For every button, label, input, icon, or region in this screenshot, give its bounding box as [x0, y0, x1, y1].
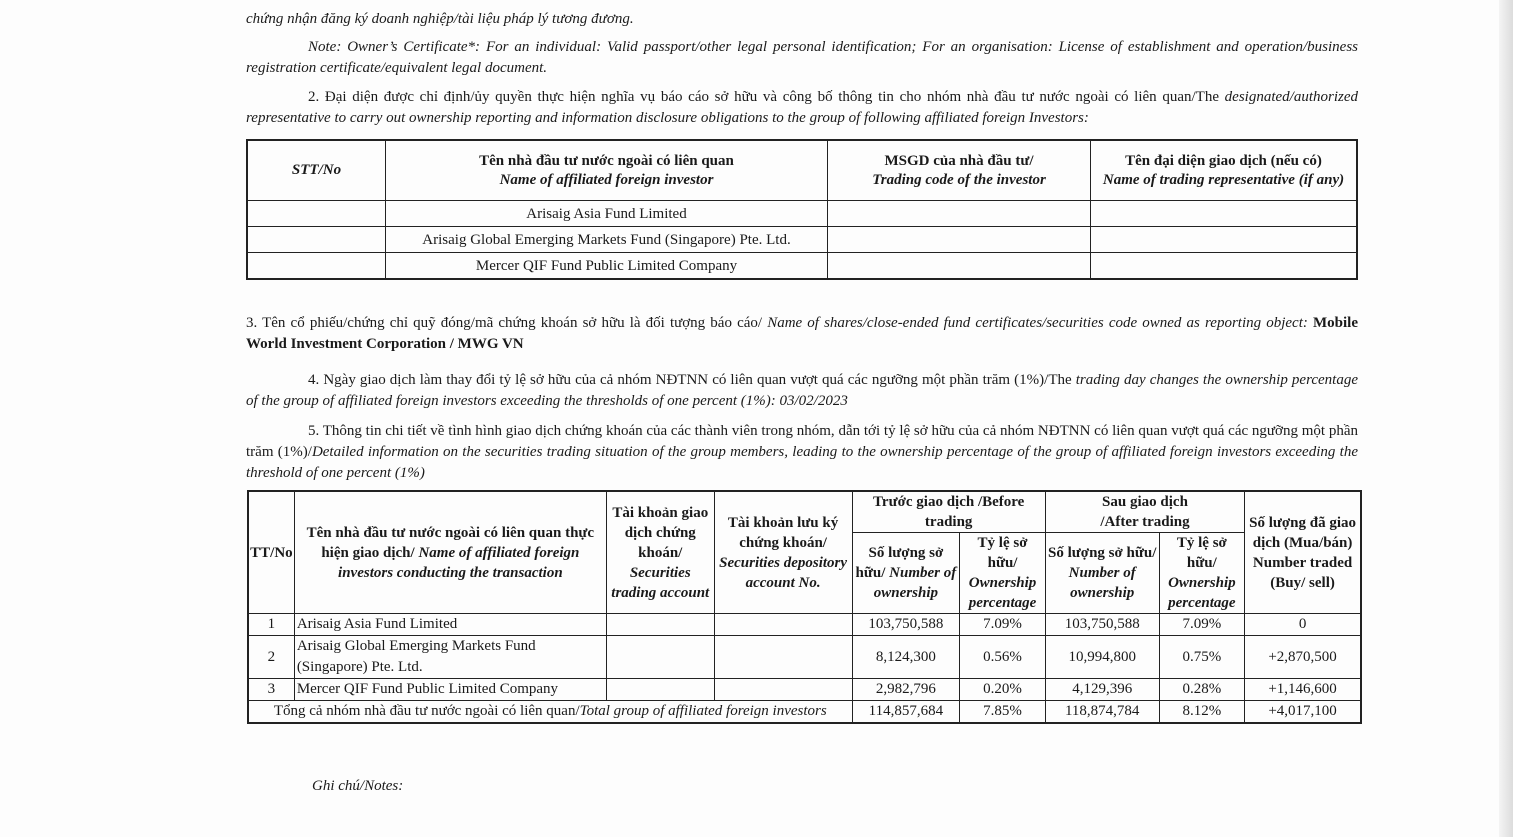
securities-name: Mobile World Investment Corporation / MWG VN: [246, 315, 1359, 352]
section-4-en: trading day changes the ownership percentage of the group of affiliated foreign investors exceeding the thresholds of one percent (1%): 03/02/2023: [246, 372, 1358, 409]
section-2-vn: 2. Đại diện được chỉ định/ủy quyền thực hiện nghĩa vụ báo cáo sở hữu và công bố thông tin cho nhóm nhà đầu tư nước ngoài có liên quan/The: [308, 89, 1219, 105]
trading-details-table: [247, 490, 1362, 724]
col-trading-code: MSGD của nhà đầu tư/ Trading code of the investor: [828, 140, 1091, 201]
col-investor-name: Tên nhà đầu tư nước ngoài có liên quan Name of affiliated foreign investor: [386, 140, 828, 201]
top-line: chứng nhận đăng ký doanh nghiệp/tài liệu pháp lý tương đương.: [246, 11, 634, 27]
col-investor-name: Tên nhà đầu tư nước ngoài có liên quan thực hiện giao dịch/ Name of affiliated foreign investors conducting the transaction: [294, 491, 606, 614]
owner-certificate-note: Note: Owner’s Certificate*: For an individual: Valid passport/other legal personal identification; For an organisation: License of establishment and operation/business registration certificate/equivalent legal document.: [246, 39, 1358, 76]
section-3-en: Name of shares/close-ended fund certificates/securities code owned as reporting object:: [767, 315, 1308, 331]
col-number-traded: Số lượng đã giao dịch (Mua/bán) Number traded (Buy/ sell): [1245, 491, 1361, 614]
table-total-row: Tổng cả nhóm nhà đầu tư nước ngoài có liên quan/Total group of affiliated foreign investors 114,857,684 7.85% 118,874,784 8.12% +4,017,100: [248, 701, 1361, 724]
section-4-vn: 4. Ngày giao dịch làm thay đổi tỷ lệ sở hữu của cả nhóm NĐTNN có liên quan vượt quá các ngưỡng một phần trăm (1%)/The: [308, 372, 1072, 388]
col-before-shares: Số lượng sở hữu/ Number of ownership: [852, 533, 960, 614]
col-representative: Tên đại diện giao dịch (nếu có) Name of trading representative (if any): [1091, 140, 1358, 201]
col-before-pct: Tỷ lệ sở hữu/ Ownership percentage: [960, 533, 1046, 614]
section-3-vn: 3. Tên cổ phiếu/chứng chỉ quỹ đóng/mã chứng khoán sở hữu là đối tượng báo cáo/: [246, 315, 763, 331]
section-2: [246, 87, 1358, 129]
table-row: 3 Mercer QIF Fund Public Limited Company 2,982,796 0.20% 4,129,396 0.28% +1,146,600: [248, 679, 1361, 701]
table-row: 2 Arisaig Global Emerging Markets Fund (Singapore) Pte. Ltd. 8,124,300 0.56% 10,994,800 0.75% +2,870,500: [248, 636, 1361, 679]
table-row: [247, 227, 1357, 253]
col-after-shares: Số lượng sở hữu/ Number of ownership: [1045, 533, 1159, 614]
total-label: Tổng cả nhóm nhà đầu tư nước ngoài có liên quan/Total group of affiliated foreign investors: [248, 701, 852, 724]
representative-table: [246, 139, 1358, 280]
col-after-trading: Sau giao dịch /After trading: [1045, 491, 1244, 533]
investor-name: Arisaig Asia Fund Limited: [386, 201, 828, 227]
table-row: 1 Arisaig Asia Fund Limited 103,750,588 7.09% 103,750,588 7.09% 0: [248, 614, 1361, 636]
col-after-pct: Tỷ lệ sở hữu/ Ownership percentage: [1159, 533, 1245, 614]
section-2-en: designated/authorized representative to carry out ownership reporting and information disclosure obligations to the group of following affiliated foreign Investors:: [246, 89, 1358, 126]
table-row: [247, 201, 1357, 227]
col-no: TT/No: [248, 491, 294, 614]
col-trading-account: Tài khoản giao dịch chứng khoán/ Securities trading account: [606, 491, 714, 614]
table-header-row: [247, 140, 1357, 201]
page-edge-shadow: [1499, 0, 1513, 837]
section-5: [246, 421, 1358, 484]
col-depository-account: Tài khoản lưu ký chứng khoán/ Securities depository account No.: [714, 491, 852, 614]
notes-label: Ghi chú/Notes:: [312, 778, 404, 794]
investor-name: Arisaig Global Emerging Markets Fund (Singapore) Pte. Ltd.: [386, 227, 828, 253]
section-3: [246, 313, 1358, 355]
table-header-row: [248, 491, 1361, 533]
col-before-trading: Trước giao dịch /Before trading: [852, 491, 1045, 533]
section-5-vn: 5. Thông tin chi tiết về tình hình giao dịch chứng khoán của các thành viên trong nhóm, dẫn tới tỷ lệ sở hữu của cả nhóm NĐTNN có liên quan vượt quá các ngưỡng một phần trăm (1%)/: [246, 423, 1358, 460]
col-no: STT/No: [247, 140, 386, 201]
section-5-en: Detailed information on the securities trading situation of the group members, leading to the ownership percentage of the group of affiliated foreign investors exceeding the threshold of one percent (1%): [246, 444, 1358, 481]
investor-name: Mercer QIF Fund Public Limited Company: [386, 253, 828, 280]
section-4: [246, 370, 1358, 412]
table-row: [247, 253, 1357, 280]
